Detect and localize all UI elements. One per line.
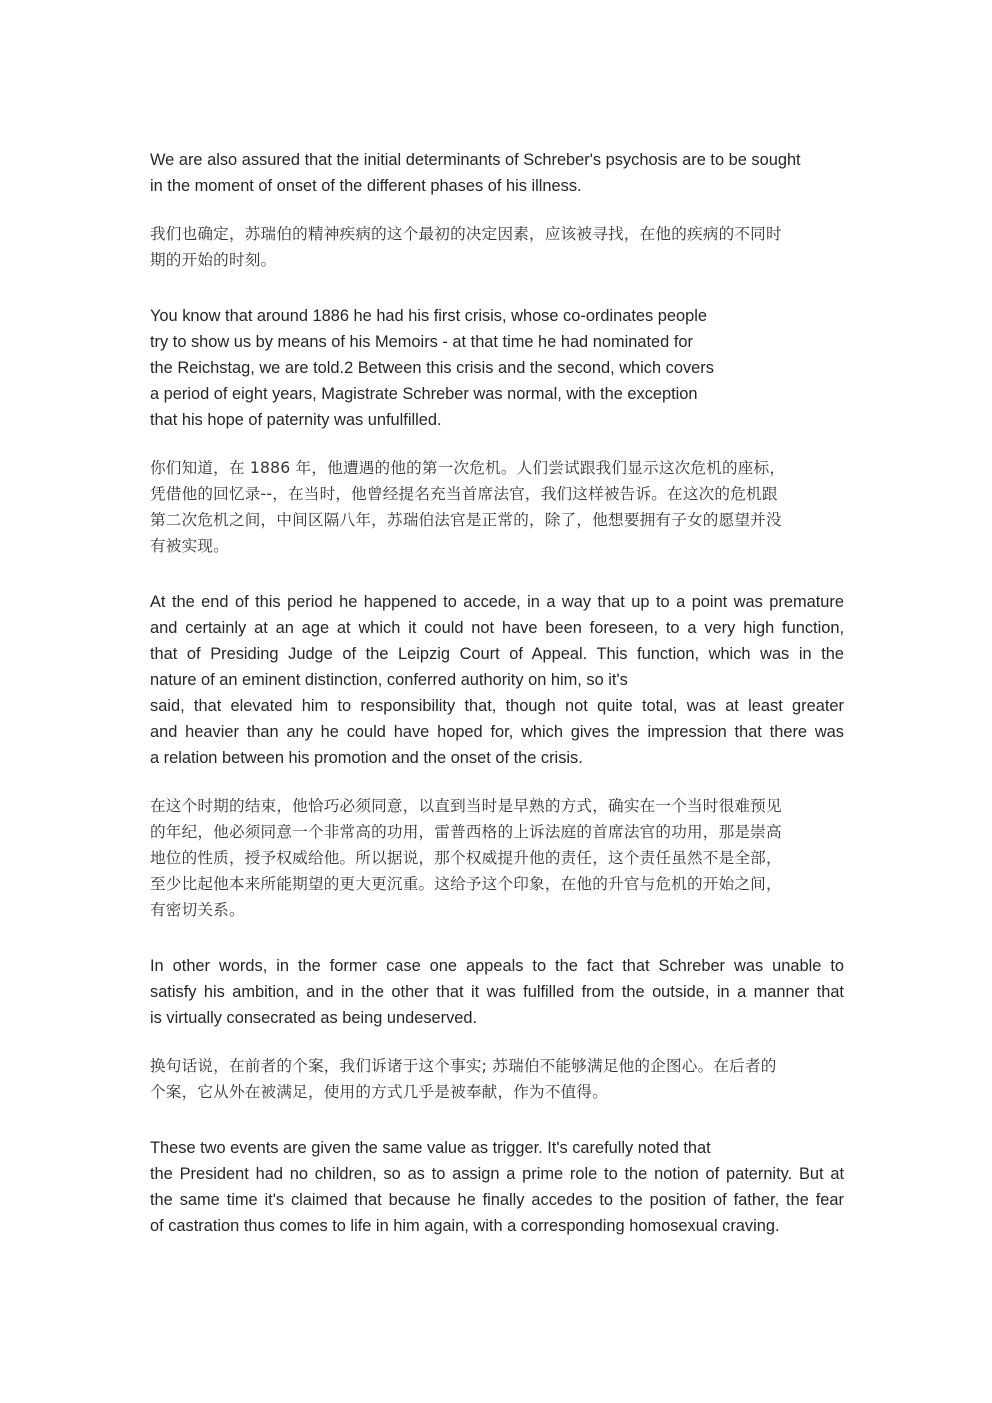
text-line: nature of an eminent distinction, conferred authority on him, so it's	[150, 671, 628, 689]
text-line: In other words, in the former case one appeals to the fact that Schreber was unable to	[150, 957, 844, 975]
paragraph-spacer	[150, 199, 844, 221]
text-line: At the end of this period he happened to accede, in a way that up to a point was premature	[150, 593, 844, 611]
text-line: 期的开始的时刻。	[150, 251, 277, 269]
paragraph-chinese	[150, 455, 844, 559]
paragraph-english	[150, 1135, 844, 1239]
paragraph-english	[150, 303, 844, 433]
text-line: is virtually consecrated as being undeserved.	[150, 1009, 478, 1027]
text-line: that of Presiding Judge of the Leipzig Court of Appeal. This function, which was in the	[150, 645, 844, 663]
paragraph-spacer	[150, 433, 844, 455]
paragraph-spacer	[150, 923, 844, 953]
text-line: 在这个时期的结束，他恰巧必须同意，以直到当时是早熟的方式，确实在一个当时很难预见	[150, 797, 782, 815]
text-line: These two events are given the same value as trigger. It's carefully noted that	[150, 1139, 711, 1157]
text-line: 至少比起他本来所能期望的更大更沉重。这给予这个印象，在他的升官与危机的开始之间，	[150, 875, 782, 893]
text-line: 第二次危机之间，中间区隔八年，苏瑞伯法官是正常的，除了，他想要拥有子女的愿望并没	[150, 511, 782, 529]
text-line: said, that elevated him to responsibility that, though not quite total, was at least greater	[150, 697, 844, 715]
text-line: 我们也确定，苏瑞伯的精神疾病的这个最初的决定因素，应该被寻找，在他的疾病的不同时	[150, 225, 782, 243]
text-line: that his hope of paternity was unfulfilled.	[150, 411, 442, 429]
text-line: 你们知道，在 1886 年，他遭遇的他的第一次危机。人们尝试跟我们显示这次危机的座标，	[150, 459, 786, 477]
paragraph-spacer	[150, 273, 844, 303]
paragraph-spacer	[150, 559, 844, 589]
paragraph-chinese	[150, 221, 844, 273]
paragraph-chinese	[150, 1053, 844, 1105]
document-page	[150, 147, 844, 1239]
text-line: the Reichstag, we are told.2 Between this crisis and the second, which covers	[150, 359, 714, 377]
text-line: try to show us by means of his Memoirs - at that time he had nominated for	[150, 333, 693, 351]
paragraph-chinese	[150, 793, 844, 923]
paragraph-spacer	[150, 771, 844, 793]
text-line: in the moment of onset of the different phases of his illness.	[150, 177, 582, 195]
text-line: 换句话说，在前者的个案，我们诉诸于这个事实; 苏瑞伯不能够满足他的企图心。在后者的	[150, 1057, 777, 1075]
text-line: satisfy his ambition, and in the other that it was fulfilled from the outside, in a manner that	[150, 983, 844, 1001]
text-line: a relation between his promotion and the onset of the crisis.	[150, 749, 583, 767]
text-line: You know that around 1886 he had his first crisis, whose co-ordinates people	[150, 307, 708, 325]
text-line: 个案，它从外在被满足，使用的方式几乎是被奉献，作为不值得。	[150, 1083, 609, 1101]
text-line: 有被实现。	[150, 537, 229, 555]
text-line: 凭借他的回忆录--，在当时，他曾经提名充当首席法官，我们这样被告诉。在这次的危机跟	[150, 485, 778, 503]
paragraph-spacer	[150, 1105, 844, 1135]
text-line: of castration thus comes to life in him again, with a corresponding homosexual craving.	[150, 1217, 780, 1235]
text-line: We are also assured that the initial determinants of Schreber's psychosis are to be sought	[150, 151, 801, 169]
paragraph-english	[150, 147, 844, 199]
text-line: and heavier than any he could have hoped for, which gives the impression that there was	[150, 723, 844, 741]
text-line: the President had no children, so as to assign a prime role to the notion of paternity. But at	[150, 1165, 844, 1183]
text-line: 的年纪，他必须同意一个非常高的功用，雷普西格的上诉法庭的首席法官的功用，那是崇高	[150, 823, 782, 841]
text-line: 地位的性质，授予权威给他。所以据说，那个权威提升他的责任，这个责任虽然不是全部，	[150, 849, 782, 867]
paragraph-english	[150, 589, 844, 771]
paragraph-spacer	[150, 1031, 844, 1053]
paragraph-english	[150, 953, 844, 1031]
text-line: and certainly at an age at which it could not have been foreseen, to a very high function,	[150, 619, 844, 637]
text-line: the same time it's claimed that because he finally accedes to the position of father, the fear	[150, 1191, 844, 1209]
text-line: 有密切关系。	[150, 901, 245, 919]
text-line: a period of eight years, Magistrate Schreber was normal, with the exception	[150, 385, 698, 403]
